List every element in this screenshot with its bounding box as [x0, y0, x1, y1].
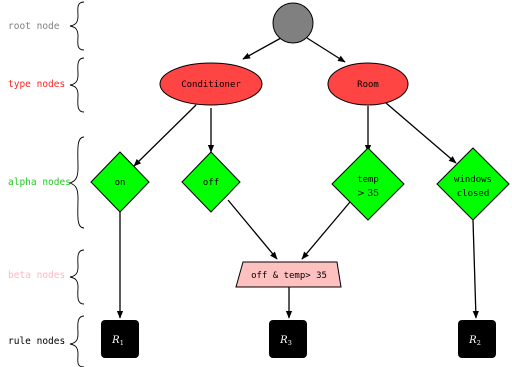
beta-node-off-temp: [236, 262, 341, 287]
rule-node-r3-label: $R_3$: [280, 335, 292, 347]
alpha-node-temp-label-line1: temp: [357, 175, 379, 185]
alpha-brace: [70, 137, 84, 228]
type-node-room-label: Room: [357, 80, 379, 90]
root-level-label: root node: [8, 21, 60, 32]
edge-room-windows: [386, 103, 456, 163]
alpha-node-on: [91, 152, 149, 212]
alpha-node-off-label: off: [202, 178, 220, 188]
edge-temp-beta: [302, 202, 350, 259]
type-node-conditioner-label: Conditioner: [181, 80, 241, 90]
rule-node-r1: [101, 320, 139, 358]
edge-root-conditioner: [243, 38, 281, 59]
type-level-label: type nodes: [8, 79, 66, 90]
alpha-node-windows-label-line2: closed: [456, 189, 490, 199]
beta-brace: [70, 250, 84, 304]
alpha-node-windows-label-line1: windows: [454, 175, 492, 185]
type-node-conditioner: [160, 63, 262, 105]
alpha-node-temp-label-line2: > 35: [357, 189, 379, 199]
rule-node-r1-label: $R_1$: [112, 335, 124, 347]
edge-conditioner-on: [134, 105, 196, 166]
rule-level-label: rule nodes: [8, 336, 66, 347]
rule-brace: [70, 316, 84, 367]
beta-node-off-temp-label: off & temp> 35: [251, 271, 327, 281]
rule-node-r2: [458, 320, 496, 358]
level-braces: [70, 2, 84, 367]
root-brace: [70, 2, 84, 50]
alpha-level-label: alpha nodes: [8, 177, 71, 188]
alpha-node-temp: [332, 148, 404, 220]
root-node: [273, 3, 313, 43]
beta-level-label: beta nodes: [8, 270, 66, 281]
rule-node-r2-label: $R_2$: [469, 335, 481, 347]
edge-windows-r2: [473, 220, 476, 318]
level-labels: [8, 21, 71, 347]
edge-off-beta: [228, 200, 277, 259]
edge-root-room: [307, 38, 345, 62]
type-brace: [70, 58, 84, 112]
alpha-node-on-label: on: [114, 178, 126, 188]
alpha-node-windows: [437, 148, 509, 220]
type-node-room: [328, 63, 408, 105]
rule-node-r3: [269, 320, 307, 358]
